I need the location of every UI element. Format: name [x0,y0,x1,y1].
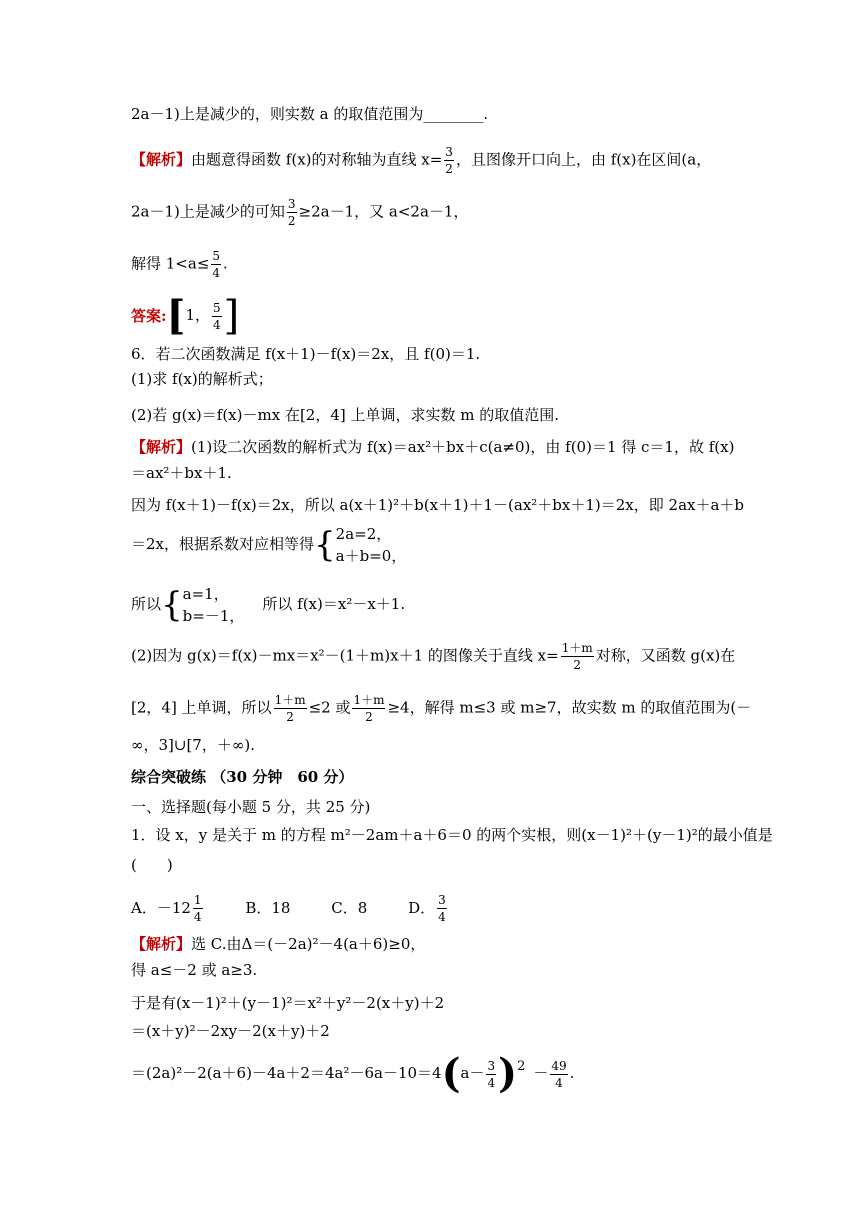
solution-line: 【解析】由题意得函数 f(x)的对称轴为直线 x= $\frac{3}{2}$ ，且图像开口向上，由 f(x)在区间(a， [131,145,712,176]
fraction: $\frac{3}{4}$ [438,893,446,924]
text-line: 解得 1<a≤ $\frac{5}{4}$ . [131,249,228,280]
fraction: $\frac{3}{2}$ [445,145,453,176]
text-line: (2)因为 g(x)＝f(x)－mx＝x²－(1＋m)x＋1 的图像关于直线 x= $\frac{1+m}{2}$ 对称，又函数 g(x)在 [131,641,736,672]
options-line [131,892,449,925]
option-c: C．8 [331,898,368,917]
fraction: $\frac{1+m}{2}$ [274,693,306,724]
answer-label: 答案: [131,307,167,325]
answer-line: 答案:[1， $\frac{5}{4}$ ] [131,292,240,339]
solution-line: 【解析】(1)设二次函数的解析式为 f(x)＝ax²＋bx＋c(a≠0)，由 f(0)＝1 得 c＝1，故 f(x) [131,438,735,456]
analysis-label: 【解析】 [131,438,192,456]
text-line: ＝(2a)²－2(a＋6)－4a＋2＝4a²－6a－10＝4(a－ $\frac{3}{4}$ )$^2$ － $\frac{49}{4}$ . [131,1050,575,1097]
text-line: 因为 f(x＋1)－f(x)＝2x，所以 a(x＋1)²＋b(x＋1)＋1－(ax²＋bx＋1)＝2x，即 2ax＋a＋b [131,496,745,514]
text-line: [2，4] 上单调，所以 $\frac{1+m}{2}$ ≤2 或 $\frac{1+m}{2}$ ≥4，解得 m≤3 或 m≥7，故实数 m 的取值范围为(－ [131,693,752,724]
brace: { [314,525,336,565]
text-line: ＝(x＋y)²－2xy－2(x＋y)＋2 [131,1022,330,1040]
option-a: A．－12 $\frac{1}{4}$ [131,893,202,924]
question-1-bracket: ( ) [131,856,173,874]
question-6: 6．若二次函数满足 f(x＋1)－f(x)＝2x，且 f(0)＝1. [131,345,481,363]
fraction: $\frac{5}{4}$ [213,300,221,332]
text-line: 于是有(x－1)²＋(y－1)²＝x²＋y²－2(x＋y)＋2 [131,994,445,1012]
equation-system: 2a=2， a＋b=0， [335,525,407,565]
text-line: 2a－1)上是减少的可知 $\frac{3}{2}$ ≥2a－1，又 a<2a－1， [131,197,469,228]
fraction: $\frac{3}{2}$ [287,197,296,228]
option-b: B．18 [245,898,291,917]
option-d: D． $\frac{3}{4}$ [408,893,446,924]
analysis-label: 【解析】 [131,150,192,169]
text-line: 2a－1)上是减少的，则实数 a 的取值范围为________. [131,105,489,123]
text-line: ＝2x，根据系数对应相等得{ 2a=2， a＋b=0， [131,525,407,565]
solution-line: 【解析】选 C.由Δ＝(－2a)²－4(a＋6)≥0， [131,935,426,953]
fraction: $\frac{1+m}{2}$ [353,693,385,724]
text-line: ∞，3]∪[7，＋∞). [131,736,255,754]
fraction: $\frac{1+m}{2}$ [561,641,593,672]
brace: { [161,585,183,625]
paren-left: ( [441,1050,461,1097]
bracket-right: ] [223,293,240,339]
fraction: $\frac{49}{4}$ [551,1058,567,1090]
question-6-part-1: (1)求 f(x)的解析式； [131,370,273,388]
question-1: 1．设 x，y 是关于 m 的方程 m²－2am＋a＋6＝0 的两个实根，则(x－1)²＋(y－1)²的最小值是 [131,826,773,844]
text-line: ＝ax²＋bx＋1. [131,464,232,482]
text-line: 得 a≤－2 或 a≥3. [131,961,258,979]
fraction: $\frac{5}{4}$ [212,249,221,280]
equation-system: a=1， b=－1， [182,585,245,625]
text-line: 所以{ a=1， b=－1， 所以 f(x)＝x²－x＋1. [131,585,406,625]
analysis-label: 【解析】 [131,935,192,953]
question-6-part-2: (2)若 g(x)＝f(x)－mx 在[2，4] 上单调，求实数 m 的取值范围. [131,406,560,424]
paren-right: ) [498,1050,518,1097]
fraction: $\frac{1}{4}$ [193,893,202,924]
bracket-left: [ [166,292,186,339]
part-heading: 一、选择题(每小题 5 分，共 25 分) [131,798,371,816]
fraction: $\frac{3}{4}$ [487,1058,496,1090]
section-heading: 综合突破练 （30 分钟 60 分） [131,768,354,786]
